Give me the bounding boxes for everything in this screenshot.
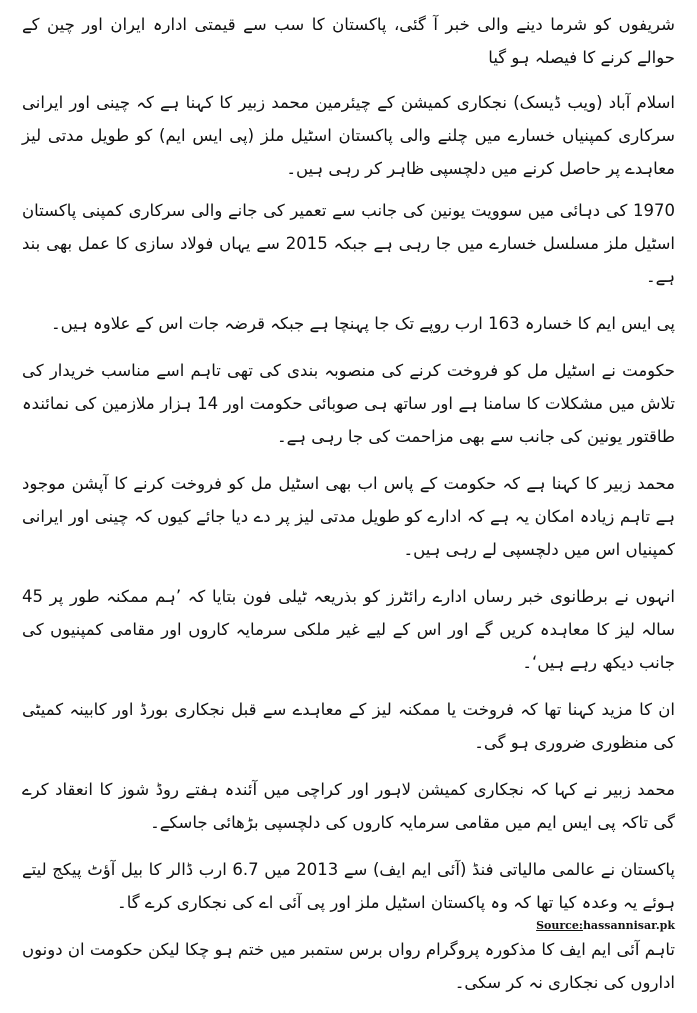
article-headline: شریفوں کو شرما دینے والی خبر آ گئی، پاکستان کا سب سے قیمتی ادارہ ایران اور چین کے حوالے کرنے کا فیصلہ ہو گیا (22, 15, 675, 67)
article-body (22, 8, 675, 1013)
article-paragraph: پی ایس ایم کا خسارہ 163 ارب روپے تک جا پہنچا ہے جبکہ قرضہ جات اس کے علاوہ ہیں۔ (50, 314, 675, 333)
source-credit (536, 919, 675, 932)
article-paragraph: محمد زبیر نے کہا کہ نجکاری کمیشن لاہور اور کراچی میں آئندہ ہفتے روڈ شوز کا انعقاد کرے گی تاکہ پی ایس ایم میں مقامی سرمایہ کاروں کی دلچسپی بڑھائی جاسکے۔ (22, 780, 675, 832)
article-paragraph: اسلام آباد (ویب ڈیسک) نجکاری کمیشن کے چیئرمین محمد زبیر کا کہنا ہے کہ چینی اور ایرانی سرکاری کمپنیاں خسارے میں چلنے والی پاکستان اسٹیل ملز (پی ایس ایم) کو طویل مدتی لیز معاہدے پر حاصل کرنے میں دلچسپی ظاہر کر رہی ہیں۔ (22, 93, 675, 178)
article-paragraph: 1970 کی دہائی میں سوویت یونین کی جانب سے تعمیر کی جانے والی سرکاری کمپنی پاکستان اسٹیل ملز مسلسل خسارے میں جا رہی ہے جبکہ 2015 سے یہاں فولاد سازی کا عمل بھی بند ہے۔ (22, 201, 675, 286)
article-paragraph: محمد زبیر کا کہنا ہے کہ حکومت کے پاس اب بھی اسٹیل مل کو فروخت کرنے کا آپشن موجود ہے تاہم زیادہ امکان یہ ہے کہ ادارے کو طویل مدتی لیز پر دے دیا جائے کیوں کہ چینی اور ایرانی کمپنیاں اس میں دلچسپی لے رہی ہیں۔ (22, 474, 675, 559)
article-paragraph: پاکستان نے عالمی مالیاتی فنڈ (آئی ایم ایف) سے 2013 میں 6.7 ارب ڈالر کا بیل آؤٹ پیکج لیتے ہوئے یہ وعدہ کیا تھا کہ وہ پاکستان اسٹیل ملز اور پی آئی اے کی نجکاری کرے گا۔ (22, 860, 675, 912)
article-paragraph: ان کا مزید کہنا تھا کہ فروخت یا ممکنہ لیز کے معاہدے سے قبل نجکاری بورڈ اور کابینہ کمیٹی کی منظوری ضروری ہو گی۔ (22, 700, 675, 752)
article-paragraph: تاہم آئی ایم ایف کا مذکورہ پروگرام رواں برس ستمبر میں ختم ہو چکا لیکن حکومت ان دونوں اداروں کی نجکاری نہ کر سکی۔ (22, 940, 675, 992)
article-paragraph: حکومت نے اسٹیل مل کو فروخت کرنے کی منصوبہ بندی کی تھی تاہم اسے مناسب خریدار کی تلاش میں مشکلات کا سامنا ہے اور ساتھ ہی صوبائی حکومت اور 14 ہزار ملازمین کی نمائندہ طاقتور یونین کی جانب سے بھی مزاحمت کی جا رہی ہے۔ (22, 361, 675, 446)
article-paragraph: انہوں نے برطانوی خبر رساں ادارے رائٹرز کو بذریعہ ٹیلی فون بتایا کہ ’ہم ممکنہ طور پر 45 سالہ لیز کا معاہدہ کریں گے اور اس کے لیے غیر ملکی سرمایہ کاروں اور مقامی کمپنیوں کی جانب دیکھ رہے ہیں‘۔ (22, 587, 675, 672)
source-label: Source: (536, 919, 583, 932)
source-site: hassannisar.pk (582, 919, 675, 932)
